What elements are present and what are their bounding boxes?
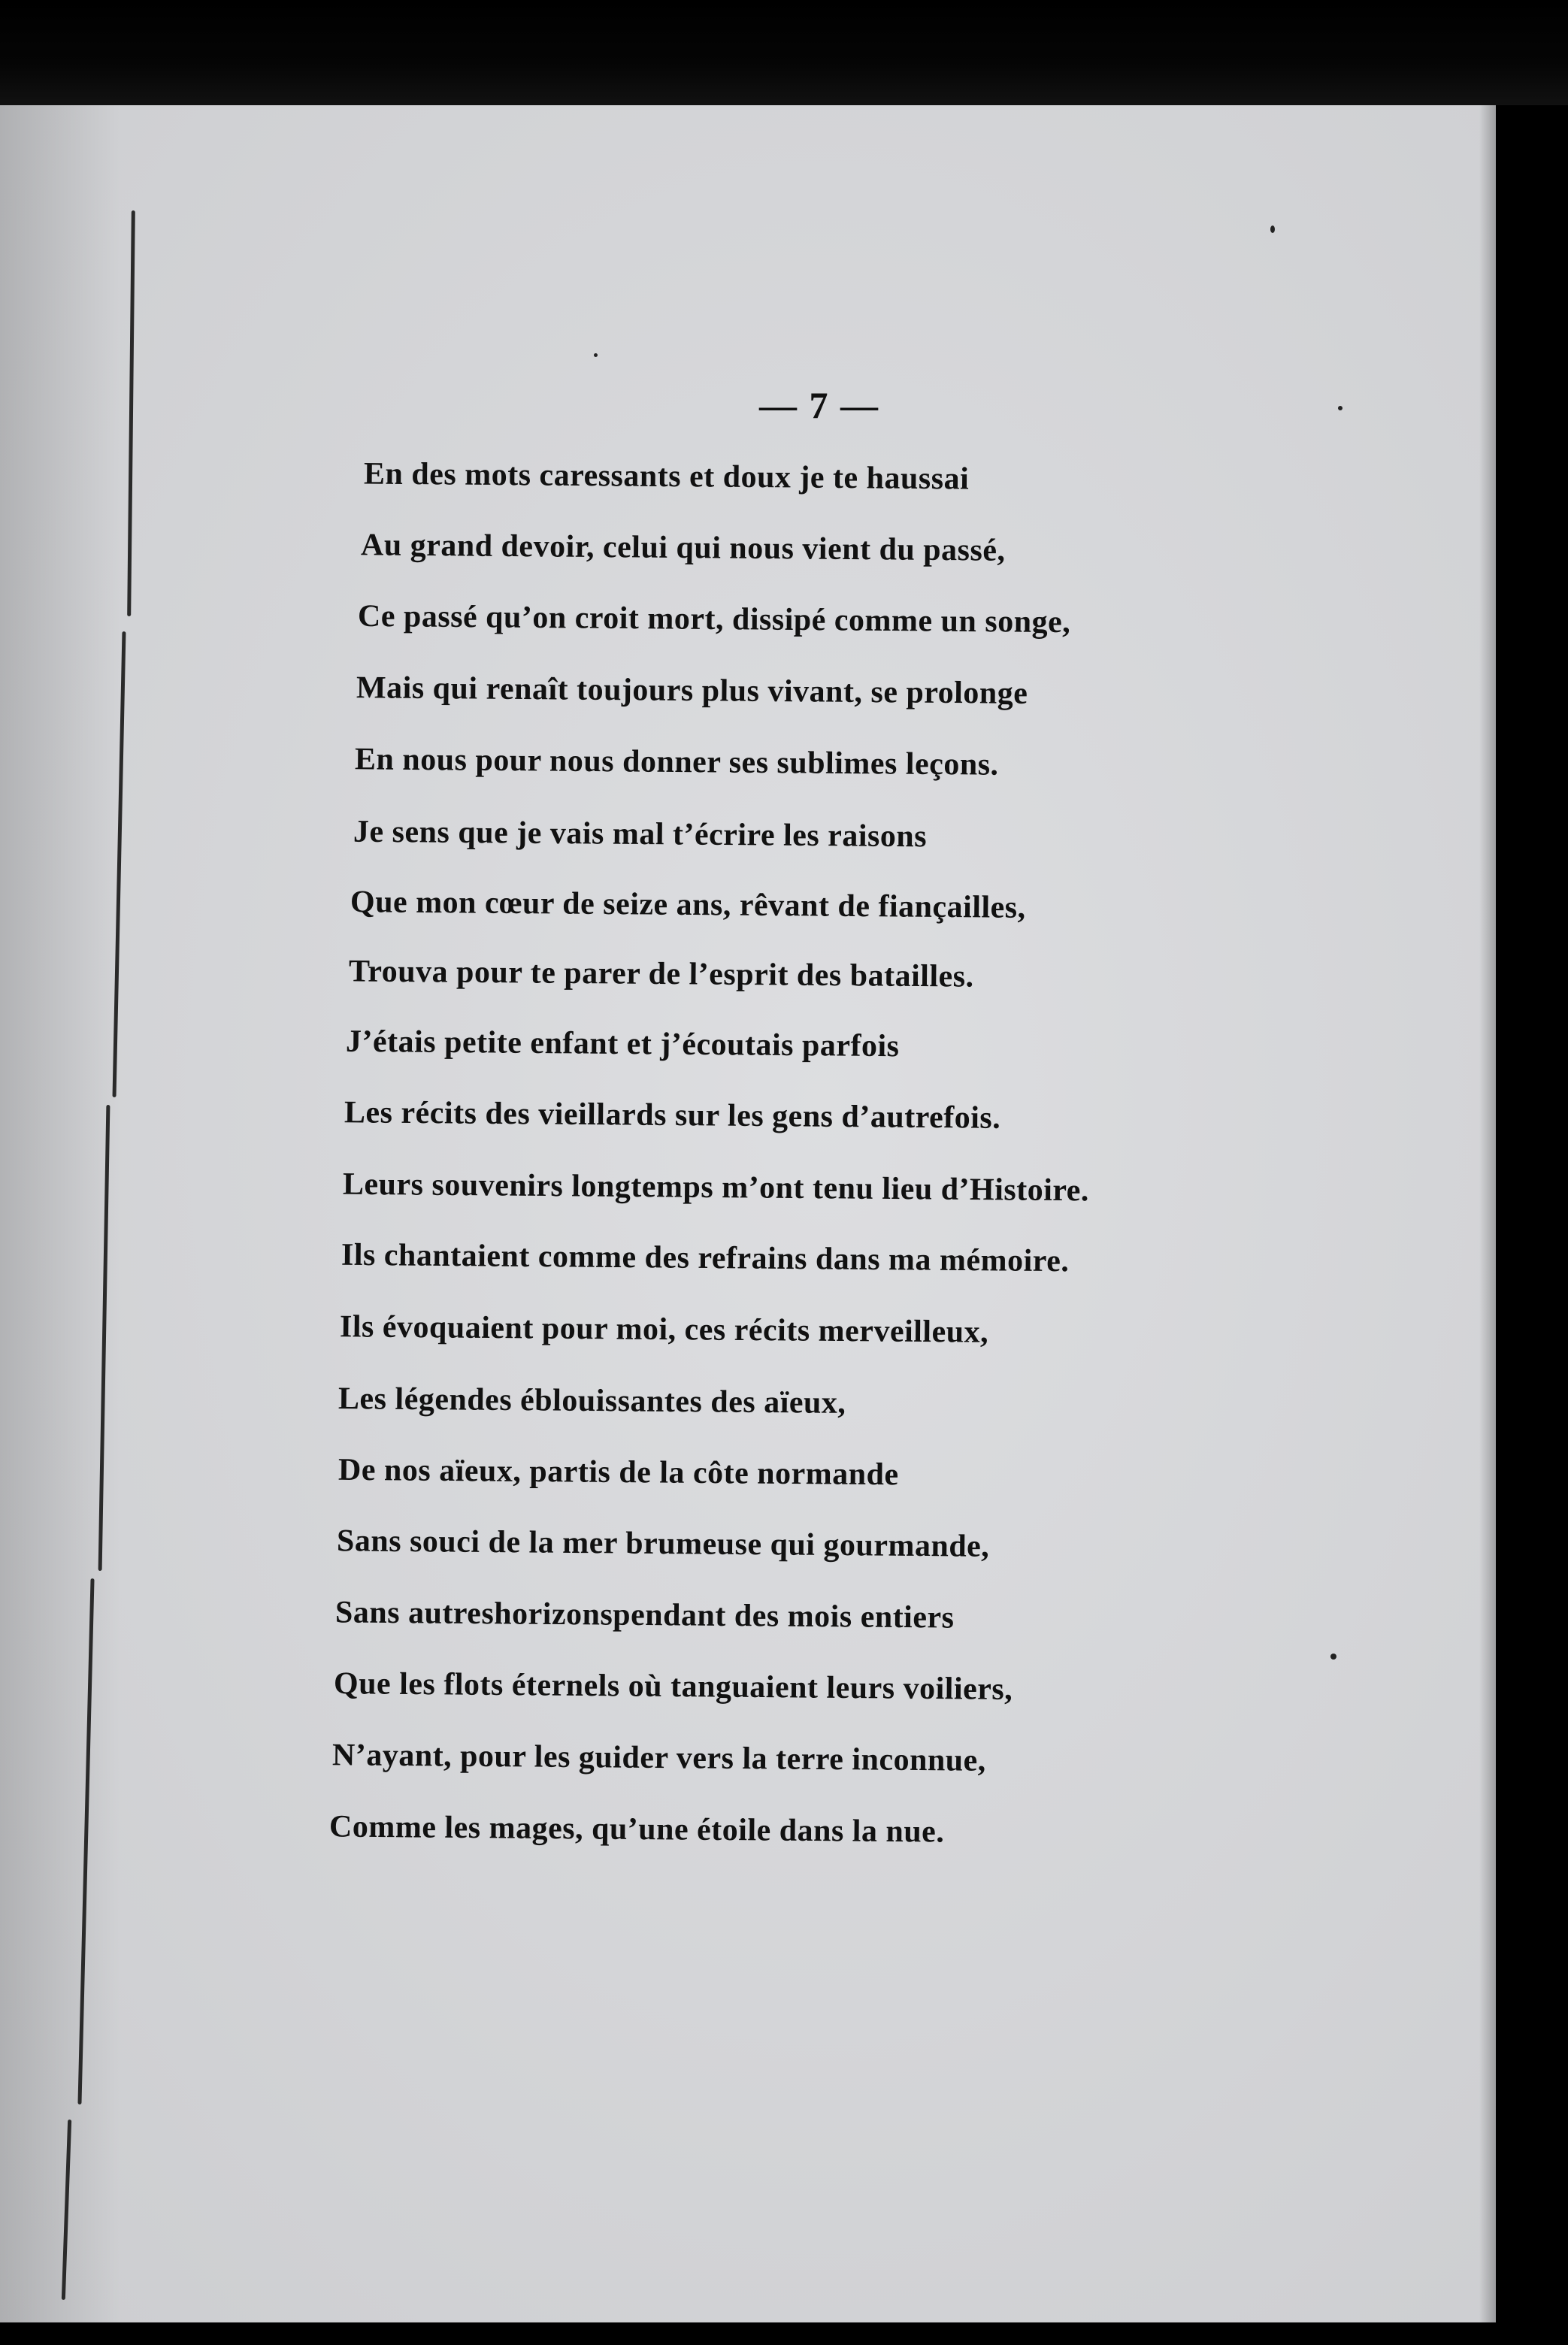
poem-line: Sans autreshorizonspendant des mois entiers <box>334 1595 955 1635</box>
poem-line: Trouva pour te parer de l’esprit des batailles. <box>348 954 974 994</box>
poem-line: J’étais petite enfant et j’écoutais parfois <box>345 1024 900 1064</box>
poem-line: Leurs souvenirs longtemps m’ont tenu lieu d’Histoire. <box>342 1166 1090 1209</box>
poem-stanza <box>0 105 1496 2322</box>
poem-line: Les récits des vieillards sur les gens d’autrefois. <box>344 1095 1001 1136</box>
poem-line: Je sens que je vais mal t’écrire les raisons <box>353 814 928 855</box>
scan-right-border <box>1496 105 1568 2345</box>
poem-line: Les légendes éblouissantes des aïeux, <box>338 1381 846 1421</box>
poem-line: Ils chantaient comme des refrains dans ma mémoire. <box>341 1237 1070 1279</box>
poem-line: N’ayant, pour les guider vers la terre inconnue, <box>331 1738 986 1778</box>
poem-line: Ce passé qu’on croit mort, dissipé comme un songe, <box>357 598 1071 640</box>
poem-line: En des mots caressants et doux je te haussai <box>363 456 970 497</box>
poem-line: Que les flots éternels où tanguaient leurs voiliers, <box>333 1666 1013 1707</box>
page-edge-shadow <box>1479 105 1496 2322</box>
poem-line: Sans souci de la mer brumeuse qui gourmande, <box>336 1523 990 1564</box>
poem-line: Comme les mages, qu’une étoile dans la nue. <box>328 1809 945 1850</box>
poem-line: Que mon cœur de seize ans, rêvant de fiançailles, <box>350 885 1026 925</box>
poem-line: Au grand devoir, celui qui nous vient du passé, <box>360 528 1006 568</box>
poem-line: Ils évoquaient pour moi, ces récits merveilleux, <box>339 1309 989 1350</box>
book-page <box>0 105 1496 2322</box>
page-number: — 7 — <box>759 384 879 426</box>
scan-top-border <box>0 0 1568 105</box>
poem-line: En nous pour nous donner ses sublimes leçons. <box>354 742 999 782</box>
poem-line: De nos aïeux, partis de la côte normande <box>338 1452 899 1493</box>
poem-line: Mais qui renaît toujours plus vivant, se prolonge <box>356 670 1028 711</box>
